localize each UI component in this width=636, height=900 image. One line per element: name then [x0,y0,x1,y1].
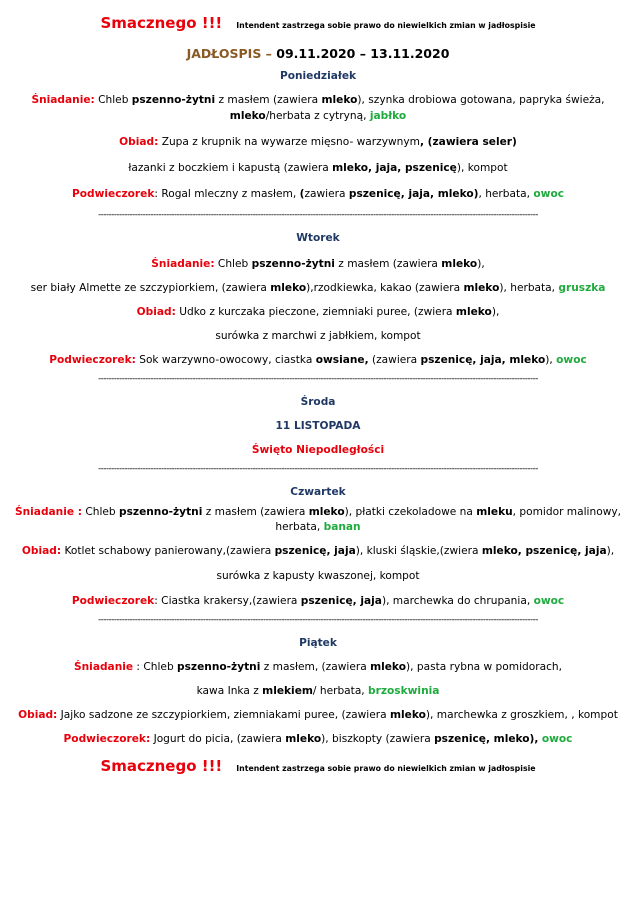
allergen-text: pszenicę, jaja [300,595,382,607]
text: / herbata, [312,685,369,697]
section-divider: ------------------------------------------------------------------------------------------------------------------------------------------------------------------------ [98,210,538,220]
allergen-text: pszenno-żytni [131,94,216,106]
snack-label: Podwieczorek [71,188,155,200]
day-heading-tuesday: Wtorek [296,232,340,244]
thursday-breakfast-line-1 [0,506,636,521]
title-label: JADŁOSPIS – [186,46,272,61]
text: ), kluski śląskie,(zwiera [355,545,482,557]
text: zawiera [304,188,349,200]
page-title [0,46,636,66]
tuesday-breakfast-line-2 [0,282,636,306]
text: ), biszkopty (zawiera [321,733,435,745]
allergen-text: pszenno-żytni [177,661,261,673]
text: ), marchewka z groszkiem, , kompot [425,709,618,721]
allergen-text: pszenicę, jaja, mleko) [348,188,479,200]
lunch-label: Obiad: [119,136,159,148]
allergen-text: pszenicę, jaja [274,545,356,557]
text: ), [477,258,485,270]
text: ( [299,188,305,200]
disclaimer-note: Intendent zastrzega sobie prawo do niewielkich zmian w jadłospisie [236,21,536,30]
monday-lunch-line-2 [0,162,636,188]
fruit-text: brzoskwinia [368,685,440,697]
text: łazanki z boczkiem i kapustą (zawiera [128,162,333,174]
section-divider: ------------------------------------------------------------------------------------------------------------------------------------------------------------------------ [98,464,538,474]
fruit-text: owoc [533,595,565,607]
fruit-text: jabłko [369,110,407,122]
text: : Rogal mleczny z masłem, [154,188,300,200]
text: ), kompot [456,162,508,174]
lunch-label: Obiad: [21,545,62,557]
monday-lunch-line-1 [0,136,636,162]
text: ), szynka drobiowa gotowana, papryka świeża, [357,94,605,106]
fruit-text: owoc [533,188,565,200]
allergen-text: mleko [229,110,266,122]
text: ), [606,545,615,557]
text: (zawiera [368,354,421,366]
snack-label: Podwieczorek: [63,733,151,745]
snack-label: Podwieczorek [71,595,155,607]
text: Chleb [81,506,120,518]
friday-breakfast-line-2 [0,685,636,709]
text: z masłem (zawiera [215,94,322,106]
friday-snack-line [0,733,636,753]
text: Chleb [94,94,132,106]
holiday-name: Święto Niepodległości [251,444,385,456]
friday-lunch-line [0,709,636,733]
smacznego-footer: Smacznego !!! [100,757,223,775]
allergen-text: mleko [441,258,478,270]
text: ), marchewka do chrupania, [381,595,534,607]
allergen-text: mleko [463,282,500,294]
allergen-text: owsiane, [315,354,369,366]
text: herbata, [275,521,324,533]
text: , pomidor malinowy, [512,506,621,518]
text: ), pasta rybna w pomidorach, [405,661,562,673]
thursday-lunch-line-2: surówka z kapusty kwaszonej, kompot [216,570,420,582]
allergen-text: mleko [285,733,322,745]
text: /herbata z cytryną, [265,110,370,122]
allergen-text: pszenno-żytni [119,506,203,518]
text: ), płatki czekoladowe na [344,506,477,518]
thursday-lunch-line-1 [0,545,636,570]
lunch-label: Obiad: [136,306,176,318]
tuesday-snack-line [0,354,636,374]
title-dates: 09.11.2020 – 13.11.2020 [276,46,450,61]
text: ), [545,354,557,366]
allergen-text: mlekiem [262,685,313,697]
text: Kotlet schabowy panierowany,(zawiera [61,545,275,557]
tuesday-lunch-line-1 [0,306,636,330]
header-line [0,14,636,38]
fruit-text: owoc [556,354,587,366]
breakfast-label: Śniadanie: [151,258,215,270]
friday-breakfast-line-1 [0,661,636,685]
fruit-text: banan [323,521,361,533]
holiday-date: 11 LISTOPADA [275,420,361,432]
text: , herbata, [478,188,534,200]
text: Chleb [214,258,252,270]
text: Zupa z krupnik na wywarze mięsno- warzywnym [158,136,420,148]
allergen-text: pszenicę, mleko), [434,733,539,745]
monday-breakfast-line-2 [0,110,636,136]
allergen-text: mleku [476,506,513,518]
tuesday-breakfast-line-1 [0,258,636,282]
text: : Ciastka krakersy,(zawiera [154,595,301,607]
allergen-text: mleko, pszenicę, jaja [481,545,607,557]
allergen-text: mleko [321,94,358,106]
footer-line [0,757,636,781]
text: Udko z kurczaka pieczone, ziemniaki puree, (zwiera [175,306,456,318]
thursday-breakfast-line-2 [0,521,636,545]
breakfast-label: Śniadanie: [31,94,95,106]
monday-snack-line [0,188,636,210]
monday-breakfast-line-1 [0,94,636,110]
allergen-text: pszenicę, jaja, mleko [420,354,546,366]
allergen-text: mleko, jaja, pszenicę [332,162,457,174]
text: z masłem (zawiera [202,506,309,518]
allergen-text: mleko [389,709,426,721]
text: ),rzodkiewka, kakao (zawiera [306,282,464,294]
day-heading-thursday: Czwartek [290,486,346,498]
fruit-text: owoc [541,733,573,745]
text: : Chleb [133,661,178,673]
breakfast-label: Śniadanie [74,661,134,673]
thursday-snack-line [0,595,636,615]
day-heading-friday: Piątek [299,637,337,649]
text: z masłem, (zawiera [260,661,371,673]
day-heading-wednesday: Środa [300,396,336,408]
section-divider: ------------------------------------------------------------------------------------------------------------------------------------------------------------------------ [98,615,538,625]
text: kawa Inka z [196,685,263,697]
text: Jajko sadzone ze szczypiorkiem, ziemniakami puree, (zawiera [57,709,390,721]
text: z masłem (zawiera [334,258,442,270]
text: Jogurt do picia, (zawiera [150,733,286,745]
breakfast-label: Śniadanie : [15,506,82,518]
lunch-label: Obiad: [18,709,58,721]
text: Sok warzywno-owocowy, ciastka [135,354,316,366]
allergen-text: mleko [270,282,307,294]
fruit-text: gruszka [558,282,606,294]
allergen-text: mleko [370,661,406,673]
day-heading-monday: Poniedziałek [279,70,357,82]
tuesday-lunch-line-2: surówka z marchwi z jabłkiem, kompot [215,330,421,342]
allergen-text: pszenno-żytni [251,258,335,270]
allergen-text: , (zawiera seler) [419,136,517,148]
allergen-text: mleko [455,306,492,318]
section-divider: ------------------------------------------------------------------------------------------------------------------------------------------------------------------------ [98,374,538,384]
text: ), herbata, [499,282,559,294]
text: ), [491,306,500,318]
allergen-text: mleko [308,506,345,518]
snack-label: Podwieczorek: [49,354,136,366]
smacznego-heading: Smacznego !!! [100,14,223,32]
disclaimer-note-footer: Intendent zastrzega sobie prawo do niewielkich zmian w jadłospisie [236,764,536,773]
text: ser biały Almette ze szczypiorkiem, (zawiera [30,282,271,294]
